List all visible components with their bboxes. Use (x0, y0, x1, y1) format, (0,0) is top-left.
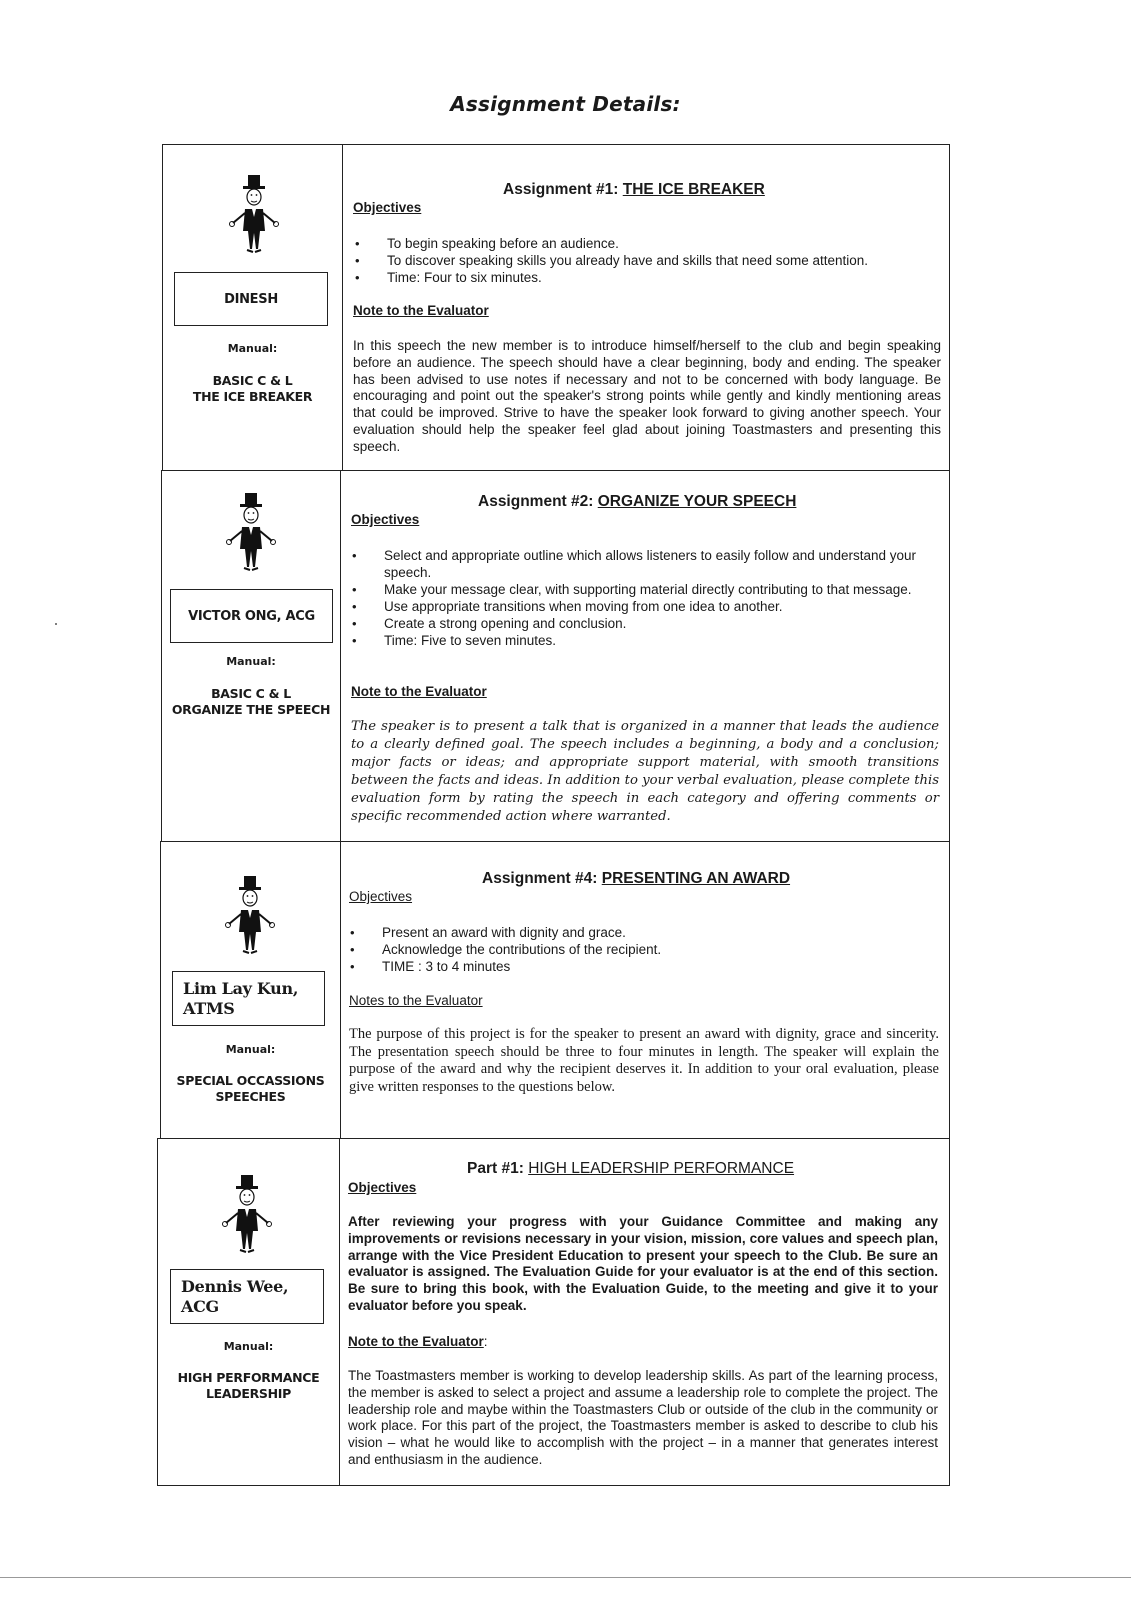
manual-name-line-2: LEADERSHIP (206, 1386, 291, 1401)
assignment-row-1 (162, 144, 950, 472)
manual-label: Manual: (226, 655, 276, 668)
assignment-name: HIGH LEADERSHIP PERFORMANCE (528, 1160, 795, 1177)
objectives-heading: Objectives (351, 512, 420, 527)
page-title: Assignment Details: (450, 92, 681, 116)
objectives-heading: Objectives (353, 200, 422, 215)
assignment-title (482, 870, 949, 888)
assignment-title (467, 1160, 949, 1178)
manual-name-line-2: SPEECHES (215, 1089, 286, 1104)
note-heading: Note to the Evaluator (351, 684, 487, 699)
evaluator-note: In this speech the new member is to introduce himself/herself to the club and begin speaking before an audience. The speech should have a clear beginning, body and ending. The speaker has been advised to use notes if necessary and not to be concerned with body language. Be encouraging and point out the speaker's strong points while gently and kindly mentioning areas that could be improved. Strive to have the speaker look forward to giving another speech. Your evaluation should help the speaker feel glad about joining Toastmasters and presenting this speech. (353, 338, 941, 454)
manual-name-line-1: BASIC C & L (211, 686, 291, 701)
assignment-name: PRESENTING AN AWARD (601, 870, 791, 887)
objective-item: • Use appropriate transitions when moving from one idea to another. (350, 598, 940, 615)
objective-item: • Create a strong opening and conclusion. (350, 615, 940, 632)
assignment-row-2 (161, 470, 950, 843)
objectives-heading: Objectives (349, 889, 413, 904)
assignment-title (478, 493, 949, 511)
objectives-text: After reviewing your progress with your Guidance Committee and making any improvements or revisions necessary in your vision, mission, core values and speech plan, arrange with the Vice President Education to present your speech to the Club. Be sure an evaluator is assigned. The Evaluation Guide for your evaluator is at the end of this section. Be sure to bring this book, with the Evaluation Guide, to the meeting and give it to your evaluator before you speak. (348, 1214, 938, 1313)
manual-name-line-2: ORGANIZE THE SPEECH (171, 702, 331, 717)
assignment-name: THE ICE BREAKER (622, 181, 765, 198)
evaluator-note: The Toastmasters member is working to develop leadership skills. As part of the learning process, the member is asked to select a project and assume a leadership role to complete the project. The leadership role and maybe within the Toastmasters Club or outside of the club in the community or work place. For this part of the project, the Toastmasters member is asked to describe to club his vision – what he would like to accomplish with the project – in a manner that generates interest and enthusiasm in the audience. (348, 1368, 938, 1467)
scan-speck (55, 623, 57, 625)
assignment-details (341, 471, 949, 842)
objectives-heading: Objectives (348, 1180, 417, 1195)
assignment-details (340, 1139, 949, 1485)
speaker-column (158, 1139, 340, 1485)
objective-item: • Time: Four to six minutes. (353, 269, 943, 286)
speaker-name-box: Dennis Wee, ACG (170, 1269, 324, 1324)
manual-label: Manual: (223, 1340, 274, 1353)
objectives-list (350, 547, 940, 649)
manual-name-line-1: HIGH PERFORMANCE (177, 1370, 320, 1385)
speaker-column (161, 842, 341, 1139)
objective-item: • To discover speaking skills you already have and skills that need some attention. (353, 252, 943, 269)
speaker-name-box: Lim Lay Kun, ATMS (172, 971, 325, 1026)
assignment-details (343, 145, 949, 471)
assignment-number: Part #1: (467, 1160, 524, 1177)
evaluator-note: The purpose of this project is for the speaker to present an award with dignity, grace and sincerity. The presentation speech should be three to four minutes in length. The speaker will explain the purpose of the award and why the recipient deserves it. In addition to your oral evaluation, please give written responses to the questions below. (349, 1026, 939, 1095)
toastmaster-figure-icon (227, 173, 281, 255)
assignment-number: Assignment #1: (503, 181, 619, 198)
assignment-row-4 (157, 1138, 950, 1486)
assignment-details (341, 842, 949, 1139)
objectives-list (353, 235, 943, 286)
toastmaster-figure-icon (223, 874, 277, 956)
evaluator-note: The speaker is to present a talk that is organized in a manner that leads the audience to a clearly defined goal. The speech includes a beginning, a body and a conclusion; major facts or ideas; and appropriate support material, with smooth transitions between the facts and ideas. In addition to your verbal evaluation, please complete this evaluation form by rating the speech in each category and offering comments or specific recommended action where warranted. (351, 719, 939, 824)
toastmaster-figure-icon (220, 1173, 274, 1255)
speaker-column (163, 145, 343, 471)
page-bottom-rule (0, 1577, 1131, 1578)
objective-item: • Acknowledge the contributions of the recipient. (348, 941, 938, 958)
speaker-column (162, 471, 341, 842)
assignment-number: Assignment #2: (478, 493, 594, 510)
manual-label: Manual: (227, 342, 278, 355)
assignment-number: Assignment #4: (482, 870, 598, 887)
toastmaster-figure-icon (224, 491, 278, 573)
objective-item: • Time: Five to seven minutes. (350, 632, 940, 649)
objective-item: • To begin speaking before an audience. (353, 235, 943, 252)
assignment-row-3 (160, 841, 950, 1140)
manual-label: Manual: (225, 1043, 276, 1056)
objective-item: • Select and appropriate outline which allows listeners to easily follow and understand your speech. (350, 547, 940, 581)
note-heading-colon: : (483, 1334, 488, 1349)
manual-name-line-1: SPECIAL OCCASSIONS (176, 1073, 325, 1088)
speaker-name-box: VICTOR ONG, ACG (170, 589, 333, 643)
objective-item: • TIME : 3 to 4 minutes (348, 958, 938, 975)
assignment-title (503, 181, 949, 199)
assignment-name: ORGANIZE YOUR SPEECH (597, 493, 797, 510)
manual-name-line-2: THE ICE BREAKER (192, 389, 313, 404)
note-heading: Notes to the Evaluator (349, 993, 483, 1008)
objective-item: • Present an award with dignity and grace. (348, 924, 938, 941)
objective-item: • Make your message clear, with supporting material directly contributing to that message. (350, 581, 940, 598)
objectives-list (348, 924, 938, 975)
manual-name-line-1: BASIC C & L (212, 373, 293, 388)
note-heading: Note to the Evaluator (353, 303, 489, 318)
note-heading-text: Note to the Evaluator (348, 1334, 484, 1349)
speaker-name-box: DINESH (174, 272, 328, 326)
note-heading (348, 1334, 488, 1349)
